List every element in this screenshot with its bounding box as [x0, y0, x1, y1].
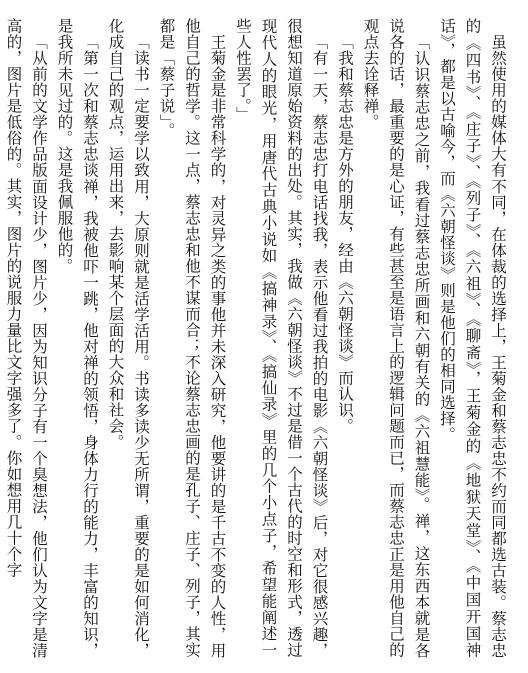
paragraph-3: 「我和蔡志忠是方外的朋友，经由《六朝怪谈》而认识。 — [336, 33, 354, 434]
paragraph-7: 「第一次和蔡志忠谈禅，我被他吓一跳，他对禅的领悟，身体力行的能力，丰富的知识，是我所未见过的。这是我佩服他的。 — [55, 18, 99, 658]
paragraph-2: 「认识蔡志忠之前，我看过蔡志忠所画和六朝有关的《六祖慧能》。禅，这东西本就是各说各的话，最重要的是心证，有些甚至是语言上的逻辑问题而已，而蔡志忠正是用他自己的观点去诠释禅。 — [361, 18, 431, 658]
paragraph-8: 「从前的文学作品版面设计少，图片少，因为知识分子有一个臭想法，他们认为文字是清高的，图片是低俗的。其实，图片的说服力量比文字强多了。你如想用几十个字 — [4, 18, 48, 658]
vertical-text-column — [0, 18, 510, 658]
paragraph-5: 王菊金是非常科学的，对灵异之类的事他并未深入研究，他要讲的是千古不变的人性，用他自己的哲学。这一点，蔡志忠和他不谋而合；不论蔡志忠画的是孔子、庄子、列子，其实都是「蔡子说」。 — [157, 18, 227, 658]
paragraph-6: 「读书一定要学以致用，大原则就是活学活用。书读多读少无所谓，重要的是如何消化，化成自己的观点，运用出来，去影响某个层面的大众和社会。 — [106, 18, 150, 658]
paragraph-1: 虽然使用的媒体大有不同，在体裁的选择上，王菊金和蔡志忠不约而同都选古装。蔡志忠的《四书》、《庄子》、《列子》、《六祖》、《聊斋》，王菊金的《地狱天堂》、《中国开国神话》，都是以古喻今，而《六朝怪谈》则是他们的相同选择。 — [438, 18, 507, 658]
paragraph-4: 「有一天，蔡志忠打电话找我，表示他看过我拍的电影《六朝怪谈》后，对它很感兴趣，很想知道原始资料的出处。其实，我做《六朝怪谈》不过是借一个古代的时空和形式，透过现代人的眼光，用唐代古典小说如《搞神录》、《搞仙录》里的几个小点子，希望能阐述一些人性罢了。」 — [234, 18, 329, 658]
